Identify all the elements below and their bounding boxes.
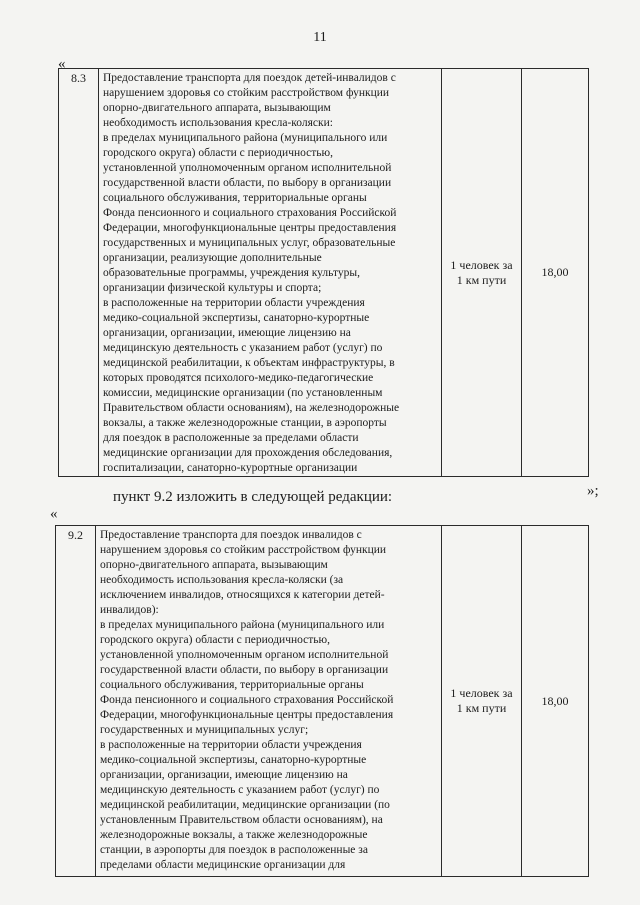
opening-quote: «: [50, 506, 58, 522]
tariff-table-row-8-3: [58, 68, 589, 477]
description-line: необходимость использования кресла-коляски:: [103, 117, 333, 129]
service-description: [96, 526, 442, 877]
description-line: медико-социальной экспертизы, санаторно-курортные: [103, 312, 370, 324]
description-line: станции, в аэропорты для поездок в расположенные за: [100, 844, 368, 856]
description-line: Предоставление транспорта для поездок инвалидов с: [100, 529, 362, 541]
description-line: установленным Правительством области основаниям), на: [100, 814, 383, 826]
description-line: организации, реализующие дополнительные: [103, 252, 322, 264]
description-line: медицинскую деятельность с указанием работ (услуг) по: [103, 342, 383, 354]
unit-line: 1 человек за: [450, 257, 513, 272]
service-description: [99, 69, 442, 477]
description-line: установленной уполномоченным органом исполнительной: [100, 649, 389, 661]
description-line: пределами области медицинские организации для: [100, 859, 346, 871]
tariff-table-row-9-2: [55, 525, 589, 877]
description-line: опорно-двигательного аппарата, вызывающим: [100, 559, 328, 571]
unit-of-measure: [442, 69, 522, 477]
page-number: 11: [313, 30, 327, 45]
tariff-value: 18,00: [522, 526, 589, 877]
description-line: инвалидов):: [100, 604, 159, 616]
description-line: нарушением здоровья со стойким расстройством функции: [103, 87, 390, 99]
description-line: социального обслуживания, территориальные органы: [100, 679, 364, 691]
description-line: городского округа) области с периодичностью,: [100, 634, 331, 646]
description-line: городского округа) области с периодичностью,: [103, 147, 334, 159]
description-line: госпитализации, санаторно-курортные организации: [103, 462, 358, 474]
description-line: Федерации, многофункциональные центры предоставления: [100, 709, 394, 721]
description-line: медицинские организации для прохождения обследования,: [103, 447, 393, 459]
description-line: которых проводятся психолого-медико-педагогические: [103, 372, 374, 384]
description-line: государственных и муниципальных услуг, образовательные: [103, 237, 396, 249]
unit-line: 1 человек за: [450, 686, 513, 700]
description-line: организации физической культуры и спорта;: [103, 282, 322, 294]
unit-line: 1 км пути: [456, 701, 507, 715]
row-number: 9.2: [56, 526, 96, 877]
description-line: в пределах муниципального района (муниципального или: [100, 619, 385, 631]
description-line: в расположенные на территории области учреждения: [103, 297, 365, 309]
description-line: вокзалы, а также железнодорожные станции, в аэропорты: [103, 417, 387, 429]
description-line: в пределах муниципального района (муниципального или: [103, 132, 388, 144]
description-line: Федерации, многофункциональные центры предоставления: [103, 222, 397, 234]
description-line: социального обслуживания, территориальные органы: [103, 192, 367, 204]
description-line: Предоставление транспорта для поездок детей-инвалидов с: [103, 72, 396, 84]
closing-quote: »;: [587, 483, 599, 499]
description-line: необходимость использования кресла-коляски (за: [100, 574, 344, 586]
unit-line: 1 км пути: [456, 272, 507, 287]
description-line: образовательные программы, учреждения культуры,: [103, 267, 360, 279]
description-line: Правительством области основаниям), на железнодорожные: [103, 402, 400, 414]
description-line: Фонда пенсионного и социального страхования Российской: [100, 694, 394, 706]
description-line: государственных и муниципальных услуг;: [100, 724, 309, 736]
description-line: нарушением здоровья со стойким расстройством функции: [100, 544, 387, 556]
instruction-text: пункт 9.2 изложить в следующей редакции:: [113, 489, 393, 505]
description-line: установленной уполномоченным органом исполнительной: [103, 162, 392, 174]
description-line: опорно-двигательного аппарата, вызывающим: [103, 102, 331, 114]
description-line: государственной власти области, по выбору в организации: [100, 664, 389, 676]
description-line: в расположенные на территории области учреждения: [100, 739, 362, 751]
description-line: медико-социальной экспертизы, санаторно-курортные: [100, 754, 367, 766]
tariff-value: 18,00: [522, 69, 589, 477]
description-line: Фонда пенсионного и социального страхования Российской: [103, 207, 397, 219]
description-line: организации, организации, имеющие лицензию на: [103, 327, 351, 339]
description-line: комиссии, медицинские организации (по установленным: [103, 387, 383, 399]
opening-quote: «: [58, 56, 66, 72]
description-line: медицинскую деятельность с указанием работ (услуг) по: [100, 784, 380, 796]
row-number: 8.3: [59, 69, 99, 477]
description-line: железнодорожные вокзалы, а также железнодорожные: [100, 829, 368, 841]
unit-of-measure: [442, 526, 522, 877]
description-line: организации, организации, имеющие лицензию на: [100, 769, 348, 781]
description-line: для поездок в расположенные за пределами области: [103, 432, 359, 444]
description-line: медицинской реабилитации, к объектам инфраструктуры, в: [103, 357, 395, 369]
description-line: государственной власти области, по выбору в организации: [103, 177, 392, 189]
description-line: медицинской реабилитации, медицинские организации (по: [100, 799, 390, 811]
description-line: исключением инвалидов, относящихся к категории детей-: [100, 589, 385, 601]
